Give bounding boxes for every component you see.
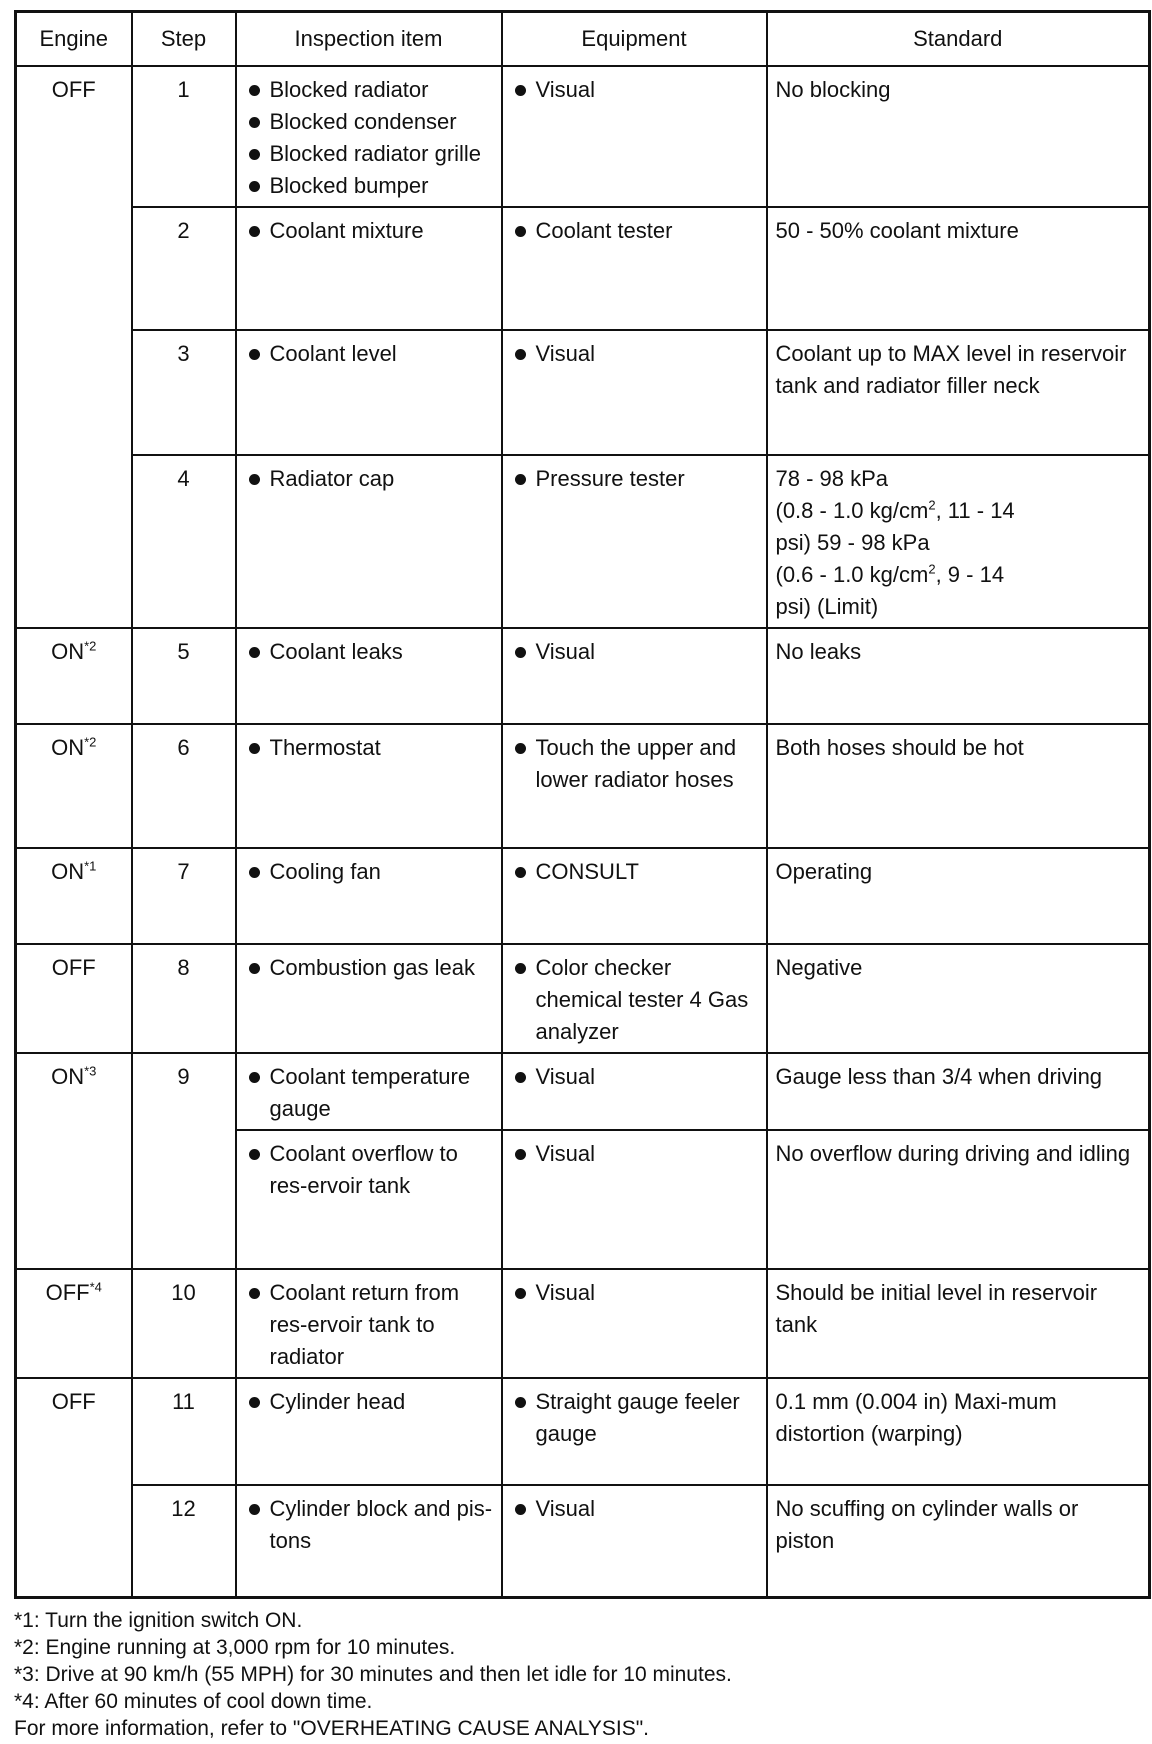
header-step: Step	[132, 12, 236, 67]
list-item: Cylinder block and pis-tons	[245, 1493, 493, 1557]
standard-line: (0.8 - 1.0 $kg/cm^2$, 11 - 14	[775, 497, 1015, 523]
step-cell: 11	[132, 1378, 236, 1485]
standard-cell: No leaks	[767, 628, 1150, 724]
equipment-cell	[502, 1485, 767, 1597]
list-item: Visual	[511, 74, 758, 106]
standard-cell	[767, 455, 1150, 628]
engine-cell: OFF	[16, 944, 132, 1053]
standard-cell: Negative	[767, 944, 1150, 1053]
step-cell: 3	[132, 330, 236, 455]
step-cell: 1	[132, 66, 236, 207]
table-row	[16, 724, 1150, 848]
standard-cell: No overflow during driving and idling	[767, 1130, 1150, 1269]
list-item: Blocked radiator	[245, 74, 493, 106]
standard-cell: No scuffing on cylinder walls or piston	[767, 1485, 1150, 1597]
standard-cell: No blocking	[767, 66, 1150, 207]
engine-cell: ON$^{*2}$	[16, 724, 132, 848]
list-item: Touch the upper and lower radiator hoses	[511, 732, 758, 796]
list-item: Coolant level	[245, 338, 493, 370]
inspection-item-cell	[236, 207, 502, 330]
table-row	[16, 848, 1150, 944]
engine-cell: ON$^{*2}$	[16, 628, 132, 724]
list-item: Visual	[511, 1277, 758, 1309]
list-item: Blocked radiator grille	[245, 138, 493, 170]
footnote: *1: Turn the ignition switch ON.	[14, 1608, 303, 1632]
step-cell: 5	[132, 628, 236, 724]
list-item: Blocked condenser	[245, 106, 493, 138]
inspection-item-cell	[236, 1485, 502, 1597]
standard-cell: Gauge less than 3/4 when driving	[767, 1053, 1150, 1130]
equipment-cell	[502, 207, 767, 330]
table-row	[16, 628, 1150, 724]
footnote: *3: Drive at 90 km/h (55 MPH) for 30 minutes and then let idle for 10 minutes.	[14, 1662, 732, 1686]
equipment-cell	[502, 330, 767, 455]
engine-cell: ON$^{*3}$	[16, 1053, 132, 1269]
inspection-item-cell	[236, 724, 502, 848]
table-row	[16, 330, 1150, 455]
list-item: Visual	[511, 1061, 758, 1093]
equipment-cell	[502, 1269, 767, 1378]
step-cell: 2	[132, 207, 236, 330]
table-row	[16, 66, 1150, 207]
list-item: Coolant return from res-ervoir tank to radiator	[245, 1277, 493, 1373]
table-row	[16, 1269, 1150, 1378]
standard-cell: 50 - 50% coolant mixture	[767, 207, 1150, 330]
list-item: Pressure tester	[511, 463, 758, 495]
standard-cell: Both hoses should be hot	[767, 724, 1150, 848]
equipment-cell	[502, 1130, 767, 1269]
inspection-item-cell	[236, 848, 502, 944]
list-item: Visual	[511, 1138, 758, 1170]
table-row	[16, 1378, 1150, 1485]
table-row	[16, 944, 1150, 1053]
standard-cell: Coolant up to MAX level in reservoir tank and radiator filler neck	[767, 330, 1150, 455]
table-row	[16, 1485, 1150, 1597]
inspection-item-cell	[236, 1269, 502, 1378]
inspection-item-cell	[236, 944, 502, 1053]
list-item: Visual	[511, 1493, 758, 1525]
list-item: Coolant mixture	[245, 215, 493, 247]
list-item: Combustion gas leak	[245, 952, 493, 984]
list-item: Cylinder head	[245, 1386, 493, 1418]
header-standard: Standard	[767, 12, 1150, 67]
equipment-cell	[502, 628, 767, 724]
step-cell: 4	[132, 455, 236, 628]
step-cell: 12	[132, 1485, 236, 1597]
footnotes	[14, 1607, 1148, 1742]
list-item: Visual	[511, 338, 758, 370]
list-item: Color checker chemical tester 4 Gas analyzer	[511, 952, 758, 1048]
list-item: Thermostat	[245, 732, 493, 764]
engine-cell: OFF	[16, 66, 132, 628]
engine-cell: OFF	[16, 1378, 132, 1597]
equipment-cell	[502, 1053, 767, 1130]
list-item: Coolant leaks	[245, 636, 493, 668]
list-item: Coolant temperature gauge	[245, 1061, 493, 1125]
table-row	[16, 1053, 1150, 1130]
inspection-item-cell	[236, 1378, 502, 1485]
equipment-cell	[502, 1378, 767, 1485]
list-item: CONSULT	[511, 856, 758, 888]
equipment-cell	[502, 66, 767, 207]
equipment-cell	[502, 944, 767, 1053]
equipment-cell	[502, 455, 767, 628]
standard-line: 78 - 98 kPa	[775, 466, 889, 491]
inspection-item-cell	[236, 455, 502, 628]
list-item: Cooling fan	[245, 856, 493, 888]
standard-cell: Should be initial level in reservoir tank	[767, 1269, 1150, 1378]
engine-cell: ON$^{*1}$	[16, 848, 132, 944]
standard-cell: 0.1 mm (0.004 in) Maxi-mum distortion (warping)	[767, 1378, 1150, 1485]
list-item: Straight gauge feeler gauge	[511, 1386, 758, 1450]
list-item: Visual	[511, 636, 758, 668]
step-cell: 7	[132, 848, 236, 944]
inspection-item-cell	[236, 1130, 502, 1269]
inspection-item-cell	[236, 628, 502, 724]
inspection-item-cell	[236, 1053, 502, 1130]
footnote: *4: After 60 minutes of cool down time.	[14, 1689, 373, 1713]
table-row	[16, 207, 1150, 330]
page	[14, 10, 1148, 1742]
inspection-table	[14, 10, 1151, 1599]
list-item: Coolant tester	[511, 215, 758, 247]
list-item: Radiator cap	[245, 463, 493, 495]
list-item: Blocked bumper	[245, 170, 493, 202]
step-cell: 10	[132, 1269, 236, 1378]
equipment-cell	[502, 848, 767, 944]
standard-line: psi) 59 - 98 kPa	[775, 530, 930, 555]
engine-cell: OFF$^{*4}$	[16, 1269, 132, 1378]
equipment-cell	[502, 724, 767, 848]
header-engine: Engine	[16, 12, 132, 67]
standard-cell: Operating	[767, 848, 1150, 944]
inspection-item-cell	[236, 66, 502, 207]
header-inspection-item: Inspection item	[236, 12, 502, 67]
step-cell: 6	[132, 724, 236, 848]
header-equipment: Equipment	[502, 12, 767, 67]
step-cell: 9	[132, 1053, 236, 1269]
standard-line: (0.6 - 1.0 $kg/cm^2$, 9 - 14	[775, 561, 1005, 587]
standard-line: psi) (Limit)	[775, 594, 879, 619]
header-row	[16, 12, 1150, 67]
step-cell: 8	[132, 944, 236, 1053]
list-item: Coolant overflow to res-ervoir tank	[245, 1138, 493, 1202]
footnote: For more information, refer to "OVERHEATING CAUSE ANALYSIS".	[14, 1716, 649, 1740]
table-row	[16, 455, 1150, 628]
inspection-item-cell	[236, 330, 502, 455]
footnote: *2: Engine running at 3,000 rpm for 10 minutes.	[14, 1635, 456, 1659]
